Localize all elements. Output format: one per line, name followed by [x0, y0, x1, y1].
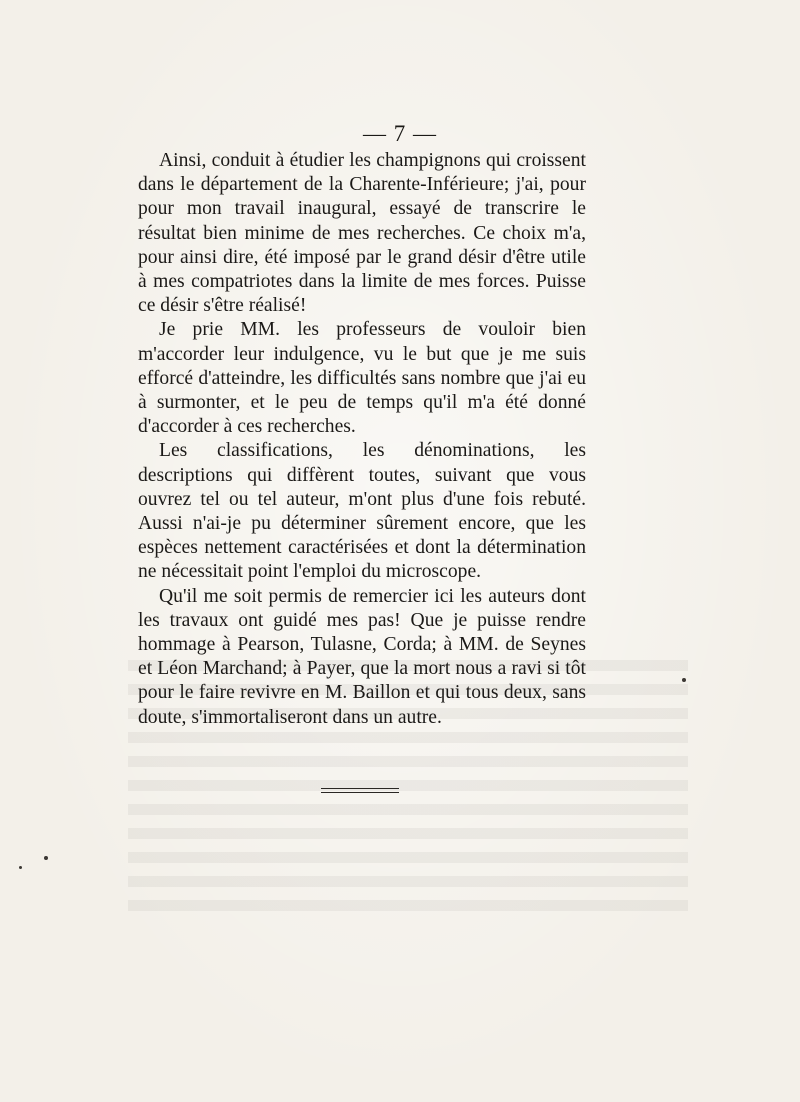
paragraph-1: Ainsi, conduit à étudier les champignons qui croissent dans le département de la Charente-Inférieure; j'ai, pour pour mon travail inaugural, essayé de transcrire le résultat bien minime de mes recherches. Ce choix m'a, pour ainsi dire, été imposé par le grand désir d'être utile à mes compatriotes dans la limite de mes forces. Puisse ce désir s'être réalisé!	[138, 150, 586, 317]
paragraph-4: Qu'il me soit permis de remercier ici les auteurs dont les travaux ont guidé mes pas! Que je puisse rendre hommage à Pearson, Tulasne, Corda; à MM. de Seynes et Léon Marchand; à Payer, que la mort nous a ravi si tôt pour le faire revivre en M. Baillon et qui tous deux, sans doute, s'immortaliseront dans un autre.	[138, 585, 586, 728]
paragraph-3: Les classifications, les dénominations, les descriptions qui diffèrent toutes, suivant que vous ouvrez tel ou tel auteur, m'ont plus d'une fois rebuté. Aussi n'ai-je pu déterminer sûrement encore, que les espèces nettement caractérisées et dont la détermination ne nécessitait point l'emploi du microscope.	[138, 440, 586, 583]
ink-speck	[44, 856, 48, 860]
page-number: — 7 —	[363, 121, 437, 146]
closing-rule	[321, 788, 399, 789]
paragraph-2: Je prie MM. les professeurs de vouloir bien m'accorder leur indulgence, vu le but que je me suis efforcé d'atteindre, les difficultés sans nombre que j'ai eu à surmonter, et le peu de temps qu'il m'a été donné d'accorder à ces recherches.	[138, 319, 586, 438]
ink-speck	[682, 678, 686, 682]
body-text	[138, 149, 586, 730]
ink-speck	[19, 866, 22, 869]
